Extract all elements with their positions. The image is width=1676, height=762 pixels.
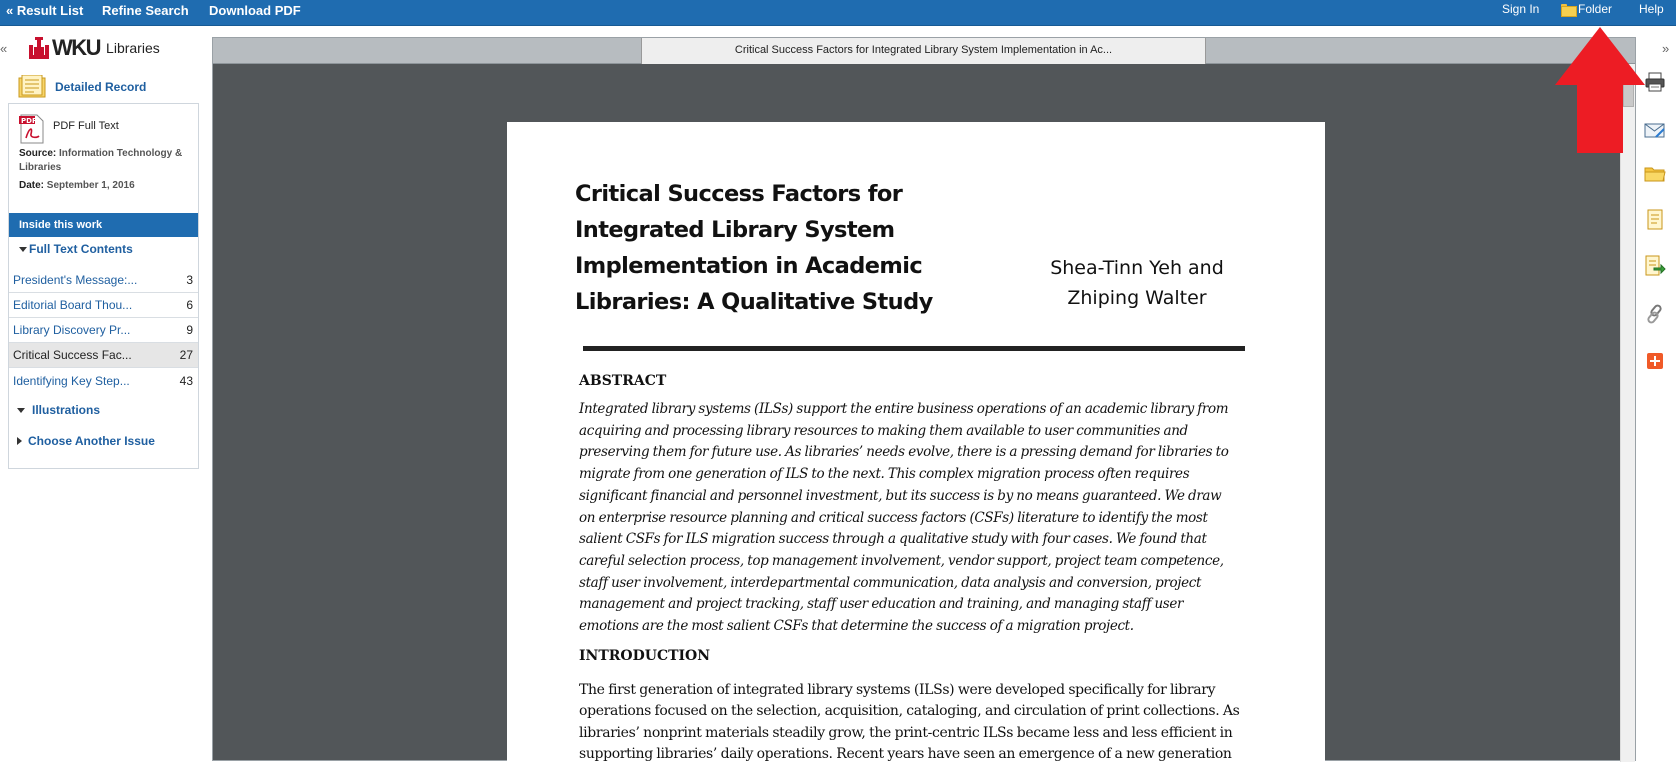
record-info-panel [8, 103, 199, 469]
print-icon[interactable] [1644, 71, 1666, 93]
pdf-viewer[interactable] [212, 37, 1636, 761]
collapse-right-panel-icon[interactable]: » [1662, 41, 1670, 56]
permalink-icon[interactable] [1644, 303, 1666, 325]
help-link[interactable]: Help [1639, 2, 1664, 16]
pdf-full-text-label: PDF Full Text [53, 120, 119, 132]
download-pdf-link[interactable]: Download PDF [209, 3, 301, 18]
toc-item-page: 43 [179, 373, 193, 388]
document-tab[interactable]: Critical Success Factors for Integrated Library System Implementation in Ac... [641, 38, 1206, 64]
date-label: Date: [19, 180, 45, 191]
introduction-heading: INTRODUCTION [579, 648, 711, 664]
toc-item-page: 6 [186, 298, 193, 312]
result-list-link[interactable]: « Result List [6, 3, 84, 18]
illustrations-toggle[interactable] [17, 403, 100, 417]
toc-item-title: Identifying Key Step... [13, 373, 130, 388]
full-text-contents-label: Full Text Contents [29, 242, 133, 256]
abstract-line: Integrated library systems (ILSs) support the entire business operations of an academic library from [579, 401, 1229, 417]
intro-line: supporting libraries’ daily operations. Recent years have seen an emergence of a new generation [579, 746, 1232, 762]
toc-item-title: Editorial Board Thou... [13, 298, 133, 312]
intro-line: operations focused on the selection, acquisition, cataloging, and circulation of print collections. As [579, 703, 1240, 720]
intro-line: The first generation of integrated library systems (ILSs) were developed specifically for library [579, 682, 1216, 698]
wku-cupola-icon [28, 36, 50, 60]
expand-down-icon [17, 408, 25, 413]
abstract-line: management and project tracking, staff user education and training, and managing staff user [579, 596, 1184, 613]
viewer-scrollbar[interactable] [1620, 64, 1635, 762]
export-icon[interactable] [1644, 255, 1666, 277]
logo-libraries-text: Libraries [106, 40, 160, 56]
abstract-line: acquiring and processing library resources to making them available to user communities and [579, 422, 1188, 439]
source-meta [19, 147, 194, 175]
introduction-body [579, 680, 1249, 762]
collapse-left-panel-icon[interactable]: « [0, 41, 8, 56]
red-arrow-annotation-icon [1555, 27, 1645, 155]
folder-label: Folder [1578, 2, 1613, 16]
detailed-record-label: Detailed Record [55, 80, 147, 94]
pdf-page [507, 122, 1325, 762]
toc-list [9, 268, 198, 393]
abstract-line: significant financial and personnel investment, but its success is by no means guaranteed. We draw [579, 487, 1222, 504]
inside-this-work-header: Inside this work [9, 213, 198, 237]
pdf-full-text-link[interactable] [19, 114, 119, 144]
folder-link[interactable] [1561, 0, 1612, 18]
toc-item-title: Library Discovery Pr... [13, 323, 131, 337]
date-value: September 1, 2016 [46, 180, 135, 191]
toc-item-title: Critical Success Fac... [13, 348, 132, 362]
folder-icon [1561, 4, 1575, 15]
toc-item-title: President's Message:... [13, 273, 138, 287]
title-divider [583, 346, 1245, 351]
toc-item-page: 3 [186, 273, 193, 287]
toc-item-page: 27 [179, 348, 193, 362]
author-line: Zhiping Walter [1067, 287, 1207, 309]
email-icon[interactable] [1644, 119, 1666, 141]
detailed-record-icon [18, 75, 46, 99]
author-line: Shea-Tinn Yeh and [1050, 257, 1224, 279]
top-toolbar [0, 0, 1676, 26]
svg-text:PDF: PDF [21, 117, 37, 125]
expand-right-icon [17, 437, 22, 445]
paper-title-line: Critical Success Factors for [575, 181, 903, 207]
viewer-tab-bar [213, 38, 1635, 64]
abstract-line: migrate from one generation of ILS to the next. This complex migration process often requires [579, 466, 1190, 483]
paper-authors [1037, 253, 1237, 313]
abstract-line: staff user involvement, interdepartmental communication, data analysis and conversion, project [579, 574, 1202, 591]
toc-item-active[interactable] [9, 343, 198, 368]
wku-libraries-logo [28, 33, 160, 63]
choose-another-issue-toggle[interactable] [17, 434, 155, 448]
toc-item[interactable] [9, 293, 198, 318]
abstract-heading: ABSTRACT [579, 373, 667, 389]
date-meta [19, 179, 194, 193]
toc-item[interactable] [9, 368, 198, 393]
toc-item[interactable] [9, 318, 198, 343]
intro-line: libraries’ nonprint materials steadily grow, the print-centric ILSs became less and less efficient in [579, 724, 1233, 741]
save-folder-icon[interactable] [1644, 163, 1666, 185]
choose-another-issue-label: Choose Another Issue [28, 434, 155, 448]
paper-title-line: Libraries: A Qualitative Study [575, 289, 933, 315]
refine-search-link[interactable]: Refine Search [102, 3, 189, 18]
sign-in-link[interactable]: Sign In [1502, 2, 1540, 16]
logo-word: WKU [52, 35, 101, 60]
source-value: Information Technology & Libraries [19, 148, 183, 173]
abstract-line: on enterprise resource planning and critical success factors (CSFs) literature to identify the most [579, 509, 1208, 526]
toc-item[interactable] [9, 268, 198, 293]
pdf-icon [19, 114, 45, 144]
cite-icon[interactable] [1644, 209, 1666, 231]
expand-down-icon [19, 247, 27, 252]
source-label: Source: [19, 148, 57, 159]
toc-item-page: 9 [186, 323, 193, 337]
abstract-line: preserving them for future use. As libraries’ needs evolve, there is a pressing demand for libraries to [579, 444, 1229, 461]
paper-title-line: Integrated Library System [575, 217, 895, 243]
abstract-line: emotions are the most salient CSFs that determine the success of a migration project. [579, 618, 1134, 635]
detailed-record-link[interactable] [18, 75, 146, 99]
abstract-line: careful selection process, top management involvement, vendor support, project team competence, [579, 552, 1224, 569]
paper-title-line: Implementation in Academic [575, 253, 923, 279]
paper-title [575, 176, 975, 320]
share-plus-icon[interactable] [1644, 350, 1666, 372]
illustrations-label: Illustrations [32, 403, 101, 417]
full-text-contents-toggle[interactable] [19, 242, 133, 256]
abstract-body [579, 399, 1249, 638]
abstract-line: salient CSFs for ILS migration success through a qualitative study with four cases. We found that [579, 531, 1207, 548]
